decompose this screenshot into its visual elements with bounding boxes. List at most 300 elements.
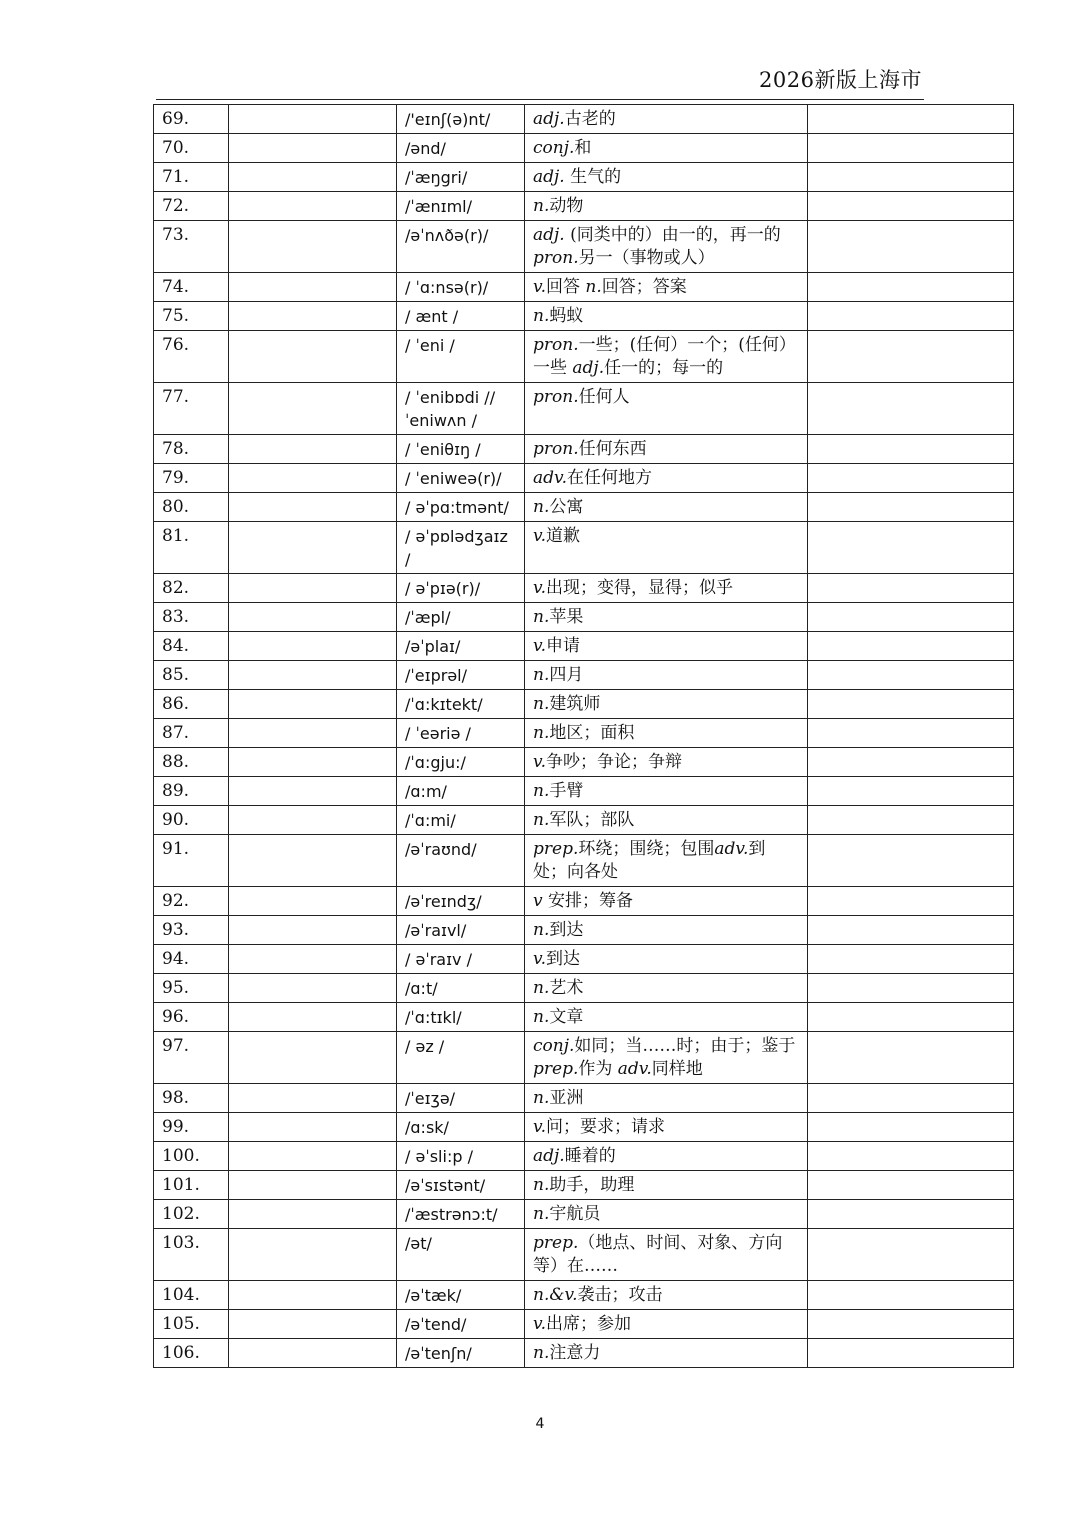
entry-word [229,464,397,493]
part-of-speech: n. [533,694,550,714]
entry-definition [525,192,808,221]
meaning: 苹果 [549,607,584,627]
entry-phonetic: /əˈsɪstənt/ [397,1171,525,1200]
meaning: 回答；答案 [601,277,687,297]
entry-phonetic: /ɑ:m/ [397,777,525,806]
entry-note [808,163,1014,192]
part-of-speech: prep. [533,1059,579,1079]
part-of-speech: n. [533,196,550,216]
part-of-speech: adv. [533,468,568,488]
meaning: 地区；面积 [549,723,635,743]
entry-number: 77. [154,383,229,435]
meaning: 睡着的 [564,1146,616,1166]
entry-note [808,464,1014,493]
table-row [154,1200,1014,1229]
entry-word [229,383,397,435]
table-row [154,574,1014,603]
meaning: 亚洲 [549,1088,584,1108]
entry-definition [525,719,808,748]
entry-phonetic: /ˈɑ:kɪtekt/ [397,690,525,719]
part-of-speech: pron. [533,439,579,459]
entry-definition [525,134,808,163]
table-row [154,603,1014,632]
entry-definition [525,1171,808,1200]
entry-word [229,1142,397,1171]
part-of-speech: n. [533,1007,550,1027]
entry-number: 79. [154,464,229,493]
meaning: 安排；筹备 [542,891,634,911]
meaning: 环绕；围绕；包围 [578,839,715,859]
entry-note [808,1281,1014,1310]
entry-word [229,1281,397,1310]
entry-word [229,719,397,748]
table-row [154,1003,1014,1032]
entry-definition [525,748,808,777]
meaning: 袭击；攻击 [577,1285,663,1305]
table-row [154,1310,1014,1339]
part-of-speech: v. [533,636,546,656]
entry-number: 72. [154,192,229,221]
entry-definition [525,1339,808,1368]
entry-word [229,887,397,916]
meaning: 四月 [549,665,584,685]
entry-note [808,574,1014,603]
meaning: 到达 [549,920,584,940]
entry-definition [525,383,808,435]
part-of-speech: pron. [533,248,579,268]
entry-phonetic: /əˈtæk/ [397,1281,525,1310]
part-of-speech: n. [585,277,602,297]
meaning: 建筑师 [549,694,601,714]
entry-note [808,661,1014,690]
entry-word [229,1032,397,1084]
entry-word [229,690,397,719]
entry-number: 95. [154,974,229,1003]
meaning: 公寓 [549,497,584,517]
entry-definition [525,1229,808,1281]
entry-number: 70. [154,134,229,163]
entry-definition [525,1113,808,1142]
table-row [154,435,1014,464]
entry-number: 99. [154,1113,229,1142]
entry-number: 94. [154,945,229,974]
meaning: 争吵；争论；争辩 [546,752,682,772]
entry-phonetic: / ˈeni / [397,331,525,383]
entry-definition [525,464,808,493]
entry-phonetic: /ət/ [397,1229,525,1281]
table-row [154,748,1014,777]
part-of-speech: n. [533,1343,550,1363]
entry-note [808,1003,1014,1032]
part-of-speech: n. [533,1088,550,1108]
entry-definition [525,302,808,331]
table-row [154,383,1014,435]
table-row [154,632,1014,661]
table-row [154,1142,1014,1171]
entry-definition [525,945,808,974]
entry-number: 100. [154,1142,229,1171]
part-of-speech: n.&v. [533,1285,578,1305]
entry-note [808,777,1014,806]
table-row [154,464,1014,493]
entry-note [808,916,1014,945]
entry-word [229,221,397,273]
entry-phonetic: /ˈɑ:gju:/ [397,748,525,777]
entry-phonetic: / əˈpɪə(r)/ [397,574,525,603]
entry-definition [525,974,808,1003]
entry-phonetic: /əˈreɪndʒ/ [397,887,525,916]
entry-number: 81. [154,522,229,574]
entry-word [229,192,397,221]
table-row [154,916,1014,945]
entry-phonetic: / ænt / [397,302,525,331]
part-of-speech: n. [533,1204,550,1224]
entry-definition [525,221,808,273]
part-of-speech: v. [533,752,546,772]
entry-number: 104. [154,1281,229,1310]
table-row [154,945,1014,974]
entry-note [808,435,1014,464]
entry-phonetic: /ˈɑ:tɪkl/ [397,1003,525,1032]
entry-definition [525,105,808,134]
table-row [154,719,1014,748]
meaning: 宇航员 [549,1204,601,1224]
meaning: (同类中的）由一的，再一的 [564,225,781,245]
entry-definition [525,1084,808,1113]
entry-phonetic: /əˈnʌðə(r)/ [397,221,525,273]
entry-definition [525,690,808,719]
entry-definition [525,777,808,806]
entry-phonetic: /ˈæpl/ [397,603,525,632]
header-divider [156,99,924,100]
meaning: 一些；(任何）一个；(任何）一些 [533,335,796,378]
entry-number: 85. [154,661,229,690]
entry-note [808,1142,1014,1171]
part-of-speech: n. [533,781,550,801]
table-row [154,777,1014,806]
entry-note [808,273,1014,302]
entry-note [808,383,1014,435]
part-of-speech: adj. [533,225,565,245]
entry-phonetic: /əˈtend/ [397,1310,525,1339]
entry-phonetic: /ˈeɪʒə/ [397,1084,525,1113]
entry-phonetic: /əˈplaɪ/ [397,632,525,661]
table-row [154,1032,1014,1084]
entry-definition [525,522,808,574]
part-of-speech: adj. [533,167,565,187]
entry-phonetic: / ˈenibɒdi // ˈeniwʌn / [397,383,525,435]
vocabulary-table [153,104,1014,1368]
entry-definition [525,163,808,192]
meaning: 动物 [549,196,584,216]
entry-note [808,221,1014,273]
table-row [154,1229,1014,1281]
entry-number: 93. [154,916,229,945]
meaning: 到达 [546,949,580,969]
meaning: 生气的 [564,167,622,187]
entry-definition [525,603,808,632]
entry-note [808,632,1014,661]
entry-number: 69. [154,105,229,134]
meaning: 注意力 [549,1343,601,1363]
entry-number: 96. [154,1003,229,1032]
vocabulary-table-body [154,105,1014,1368]
entry-phonetic: / ˈeniweə(r)/ [397,464,525,493]
entry-phonetic: /'eɪnʃ(ə)nt/ [397,105,525,134]
part-of-speech: adj. [533,1146,565,1166]
meaning: 到处；向各处 [533,839,766,882]
entry-phonetic: / əz / [397,1032,525,1084]
meaning: 任何人 [578,387,630,407]
entry-number: 91. [154,835,229,887]
entry-note [808,331,1014,383]
meaning: 蚂蚁 [549,306,584,326]
entry-number: 89. [154,777,229,806]
entry-note [808,493,1014,522]
entry-definition [525,493,808,522]
meaning: 作为 [578,1059,618,1079]
part-of-speech: n. [533,497,550,517]
entry-number: 84. [154,632,229,661]
table-row [154,887,1014,916]
table-row [154,835,1014,887]
entry-word [229,522,397,574]
entry-note [808,1032,1014,1084]
entry-phonetic: /ˈɑ:mi/ [397,806,525,835]
entry-definition [525,887,808,916]
entry-note [808,1339,1014,1368]
part-of-speech: conj. [533,138,575,158]
entry-number: 97. [154,1032,229,1084]
entry-note [808,105,1014,134]
entry-note [808,690,1014,719]
meaning: 艺术 [549,978,584,998]
part-of-speech: pron. [533,335,579,355]
part-of-speech: n. [533,306,550,326]
entry-number: 102. [154,1200,229,1229]
entry-word [229,134,397,163]
table-row [154,1084,1014,1113]
meaning: 同样地 [651,1059,703,1079]
entry-note [808,302,1014,331]
entry-word [229,493,397,522]
entry-note [808,887,1014,916]
entry-number: 101. [154,1171,229,1200]
entry-number: 80. [154,493,229,522]
table-row [154,661,1014,690]
entry-definition [525,916,808,945]
part-of-speech: n. [533,810,550,830]
entry-word [229,1084,397,1113]
part-of-speech: n. [533,1175,550,1195]
table-row [154,105,1014,134]
part-of-speech: v. [533,1117,546,1137]
table-row [154,192,1014,221]
entry-word [229,574,397,603]
table-row [154,690,1014,719]
entry-word [229,835,397,887]
entry-number: 82. [154,574,229,603]
entry-word [229,163,397,192]
part-of-speech: v. [533,526,546,546]
part-of-speech: v. [533,578,546,598]
entry-phonetic: /ɑ:t/ [397,974,525,1003]
entry-word [229,945,397,974]
entry-word [229,1310,397,1339]
entry-definition [525,574,808,603]
meaning: 如同；当……时；由于；鉴于 [574,1036,796,1056]
part-of-speech: v. [533,277,546,297]
entry-note [808,1084,1014,1113]
part-of-speech: n. [533,723,550,743]
entry-definition [525,1310,808,1339]
meaning: 另一（事物或人） [578,248,715,268]
entry-definition [525,1142,808,1171]
entry-phonetic: / ˈeəriə / [397,719,525,748]
entry-word [229,331,397,383]
part-of-speech: n. [533,607,550,627]
meaning: 出席；参加 [546,1314,631,1334]
entry-note [808,1200,1014,1229]
table-row [154,163,1014,192]
part-of-speech: adj. [533,109,565,129]
page-header-title: 2026新版上海市 [759,68,922,92]
entry-phonetic: / əˈsli:p / [397,1142,525,1171]
meaning: 道歉 [546,526,580,546]
entry-word [229,777,397,806]
entry-phonetic: /əˈtenʃn/ [397,1339,525,1368]
entry-word [229,105,397,134]
meaning: 古老的 [564,109,616,129]
meaning: 回答 [546,277,586,297]
entry-phonetic: / ˈɑ:nsə(r)/ [397,273,525,302]
part-of-speech: v. [533,949,546,969]
entry-word [229,916,397,945]
entry-note [808,192,1014,221]
entry-note [808,1113,1014,1142]
entry-phonetic: / əˈpɒlədʒaɪz / [397,522,525,574]
entry-note [808,835,1014,887]
table-row [154,974,1014,1003]
part-of-speech: n. [533,665,550,685]
part-of-speech: prep. [533,1233,579,1253]
entry-phonetic: /əˈraʊnd/ [397,835,525,887]
meaning: 出现；变得，显得；似乎 [546,578,733,598]
part-of-speech: v. [533,1314,546,1334]
entry-note [808,603,1014,632]
table-row [154,273,1014,302]
entry-word [229,632,397,661]
entry-phonetic: / əˈraɪv / [397,945,525,974]
meaning: 任一的；每一的 [604,358,724,378]
entry-definition [525,435,808,464]
part-of-speech: v [533,891,543,911]
entry-note [808,1310,1014,1339]
table-row [154,221,1014,273]
entry-word [229,748,397,777]
entry-number: 92. [154,887,229,916]
meaning: 手臂 [549,781,584,801]
entry-note [808,719,1014,748]
table-row [154,806,1014,835]
meaning: 任何东西 [578,439,647,459]
meaning: 和 [574,138,592,158]
entry-number: 98. [154,1084,229,1113]
entry-word [229,273,397,302]
entry-number: 103. [154,1229,229,1281]
entry-number: 105. [154,1310,229,1339]
entry-phonetic: / əˈpɑ:tmənt/ [397,493,525,522]
entry-definition [525,835,808,887]
entry-word [229,603,397,632]
meaning: 申请 [546,636,580,656]
entry-number: 86. [154,690,229,719]
part-of-speech: conj. [533,1036,575,1056]
part-of-speech: adj. [572,358,605,378]
entry-definition [525,331,808,383]
entry-phonetic: /ˈæstrənɔ:t/ [397,1200,525,1229]
entry-definition [525,661,808,690]
entry-number: 71. [154,163,229,192]
meaning: 助手，助理 [549,1175,635,1195]
part-of-speech: adv. [617,1059,652,1079]
entry-word [229,661,397,690]
entry-number: 106. [154,1339,229,1368]
entry-definition [525,1032,808,1084]
entry-phonetic: /ˈæŋgri/ [397,163,525,192]
table-row [154,331,1014,383]
entry-word [229,1200,397,1229]
entry-definition [525,632,808,661]
entry-definition [525,273,808,302]
entry-word [229,302,397,331]
table-row [154,1339,1014,1368]
meaning: 在任何地方 [567,468,653,488]
entry-note [808,806,1014,835]
entry-number: 83. [154,603,229,632]
entry-note [808,522,1014,574]
entry-number: 87. [154,719,229,748]
entry-number: 78. [154,435,229,464]
entry-number: 74. [154,273,229,302]
entry-note [808,1229,1014,1281]
entry-phonetic: /ˈænɪml/ [397,192,525,221]
entry-number: 90. [154,806,229,835]
meaning: （地点、时间、对象、方向等）在…… [533,1233,783,1276]
table-row [154,134,1014,163]
entry-phonetic: /ˈeɪprəl/ [397,661,525,690]
entry-phonetic: /əˈraɪvl/ [397,916,525,945]
entry-note [808,134,1014,163]
entry-number: 76. [154,331,229,383]
table-row [154,493,1014,522]
entry-phonetic: /ɑ:sk/ [397,1113,525,1142]
entry-number: 73. [154,221,229,273]
entry-phonetic: /ənd/ [397,134,525,163]
meaning: 问；要求；请求 [546,1117,665,1137]
entry-word [229,1003,397,1032]
entry-word [229,1339,397,1368]
part-of-speech: n. [533,920,550,940]
entry-word [229,1229,397,1281]
entry-word [229,1113,397,1142]
entry-definition [525,806,808,835]
part-of-speech: adv. [714,839,749,859]
part-of-speech: prep. [533,839,579,859]
table-row [154,1281,1014,1310]
entry-word [229,1171,397,1200]
page-number: 4 [535,1416,545,1432]
